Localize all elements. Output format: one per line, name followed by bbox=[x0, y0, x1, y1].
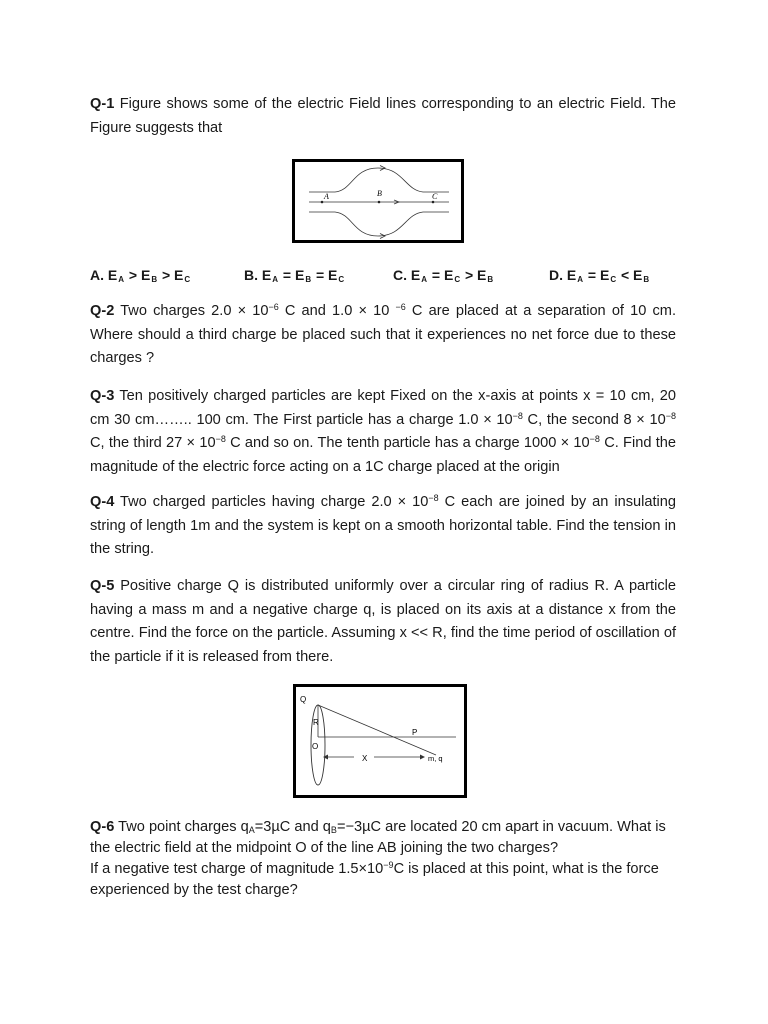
label-q: Q bbox=[300, 695, 307, 704]
label-mq: m, q bbox=[428, 754, 443, 763]
question-3: Q-3 Ten positively charged particles are kept Fixed on the x-axis at points x = 10 cm, 20 cm 30 cm…….. 100 cm. The First particle has a charge $1.0 \times 10^{-8}$ C, the second $8 \times 10^{-8}$ C, the third $27 \times 10^{-8}$ C and so on. The tenth particle has a charge $1000 \times 10^{-8}$ C. Find the magnitude of the electric force acting on a 1C charge placed at the origin bbox=[90, 388, 676, 475]
label-c: C bbox=[432, 192, 438, 201]
label-x: X bbox=[362, 754, 368, 763]
label-a: A bbox=[324, 192, 329, 201]
question-5 bbox=[90, 575, 676, 681]
ring-figure bbox=[293, 684, 467, 798]
question-text: Figure shows some of the electric Field lines corresponding to an electric Field. The Figure suggests that bbox=[90, 96, 676, 136]
label-o: O bbox=[312, 742, 319, 751]
question-number: Q-4 bbox=[90, 494, 115, 510]
field-lines-diagram bbox=[295, 162, 461, 240]
ring-diagram bbox=[296, 687, 464, 795]
question-4: Q-4 Two charged particles having charge $2.0 \times 10^{-8}$ C each are joined by an insulating string of length 1m and the system is kept on a smooth horizontal table. Find the tension in the string. bbox=[90, 493, 676, 557]
option-d[interactable]: D. $E_A = E_C < E_B$ bbox=[549, 267, 650, 284]
question-1 bbox=[90, 93, 676, 152]
question-number: Q-1 bbox=[90, 96, 115, 112]
answer-options bbox=[90, 267, 676, 287]
question-number: Q-2 bbox=[90, 303, 115, 319]
question-text: Positive charge Q is distributed uniformly over a circular ring of radius R. A particle having a mass m and a negative charge q, is placed on its axis at a distance x from the centre. Find the force on the particle. Assuming x << R, find the time period of oscillation of the particle if it is released from there. bbox=[90, 578, 676, 665]
question-number: Q-5 bbox=[90, 578, 115, 594]
question-number: Q-3 bbox=[90, 388, 115, 404]
field-lines-figure bbox=[292, 159, 464, 243]
option-a[interactable]: A. $E_A > E_B > E_C$ bbox=[90, 267, 191, 284]
label-p: P bbox=[412, 728, 418, 737]
label-r: R bbox=[313, 718, 319, 727]
question-number: Q-6 bbox=[90, 819, 115, 835]
label-b: B bbox=[377, 189, 382, 198]
question-6: Q-6 Two point charges $q_A=3\mu C$ and $q_B=-3\mu C$ are located 20 cm apart in vacuum. What is the electric field at the midpoint O of the line AB joining the two charges? If a negative test charge of magnitude $1.5\times 10^{-9}C$ is placed at this point, what is the force experienced by the test charge? bbox=[90, 819, 666, 898]
option-c[interactable]: C. $E_A = E_C > E_B$ bbox=[393, 267, 494, 284]
question-2: Q-2 Two charges $2.0 \times 10^{-6}$ C and 1.0 × 10 $^{-6}$ C are placed at a separation of 10 cm. Where should a third charge be placed such that it experiences no net force due to these charges ? bbox=[90, 302, 676, 366]
option-b[interactable]: B. $E_A = E_B = E_C$ bbox=[244, 267, 345, 284]
